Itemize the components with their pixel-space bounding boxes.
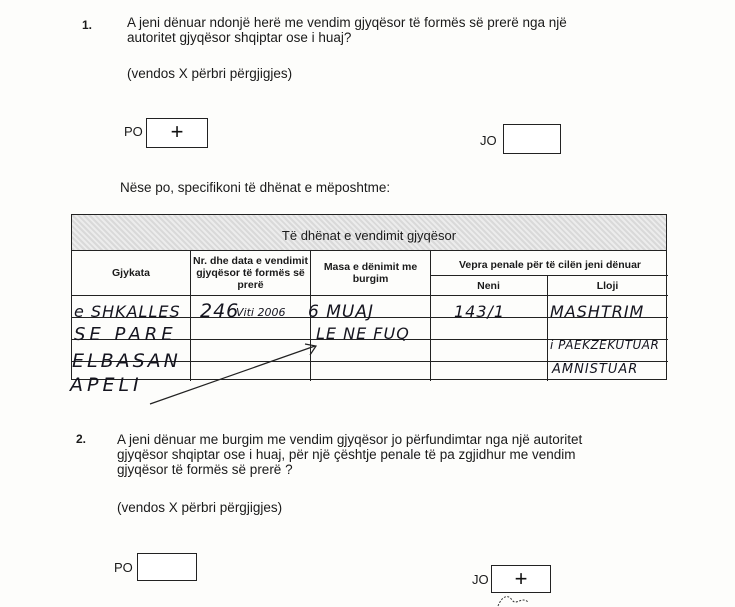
hw-row3-lloji: AMNISTUAR [552, 362, 639, 377]
question-2-number: 2. [76, 432, 87, 446]
col-header-nr-data: Nr. dhe data e vendimit gjyqësor të formës së prerë [193, 255, 308, 291]
table-title-bar [72, 215, 666, 251]
q2-jo-mark: + [514, 566, 528, 591]
q2-jo-checkbox[interactable] [491, 565, 551, 593]
q1-jo-label: JO [480, 133, 497, 148]
hw-row4-gjykata: APELI [70, 374, 143, 396]
question-2-text [117, 432, 697, 477]
hw-row1-nr: 246 [200, 300, 240, 322]
table-title: Të dhënat e vendimit gjyqësor [281, 228, 457, 243]
q1-po-checkbox[interactable] [146, 118, 208, 148]
col-header-neni: Neni [477, 280, 500, 292]
question-1-text [127, 15, 687, 45]
q1-po-label: PO [124, 124, 143, 139]
hw-row1-gjykata: e SHKALLES [74, 302, 181, 321]
col-header-vepra: Vepra penale për të cilën jeni dënuar [458, 259, 642, 271]
hw-row2-lloji: i PAEKZEKUTUAR [550, 338, 660, 352]
question-2-line-1: A jeni dënuar me burgim me vendim gjyqësor jo përfundimtar nga një autoritet [117, 432, 583, 447]
q2-po-checkbox[interactable] [137, 553, 197, 581]
signature-scribble [494, 592, 534, 607]
hw-row2-masa: LE NE FUQ [316, 324, 410, 343]
question-1-number: 1. [82, 18, 93, 32]
hw-row2-gjykata: SE PARE [74, 324, 177, 345]
question-1-line-1: A jeni dënuar ndonjë herë me vendim gjyqësor të formës së prerë nga një [127, 15, 567, 30]
q1-jo-checkbox[interactable] [503, 124, 561, 154]
q1-po-mark: + [170, 119, 184, 144]
q2-po-label: PO [114, 560, 133, 575]
question-2-instruction: (vendos X përbri përgjigjes) [117, 500, 283, 515]
hw-row1-lloji: MASHTRIM [550, 302, 645, 321]
hw-row1-neni: 143/1 [454, 302, 506, 321]
col-header-lloji: Lloji [596, 280, 619, 292]
question-1-instruction: (vendos X përbri përgjigjes) [127, 66, 293, 81]
col-header-gjykata: Gjykata [112, 267, 150, 279]
question-1-line-2: autoritet gjyqësor shqiptar ose i huaj? [127, 30, 352, 45]
col-header-masa: Masa e dënimit me burgim [323, 261, 418, 285]
hw-row3-gjykata: ELBASAN [72, 350, 181, 372]
hw-row1-masa: 6 MUAJ [308, 302, 374, 322]
specify-instruction: Nëse po, specifikoni të dhënat e mëposhtme: [120, 180, 391, 195]
hw-row1-viti: Viti 2006 [236, 306, 286, 319]
handwritten-arrow [140, 334, 330, 414]
question-2-line-3: gjyqësor të formës së prerë ? [117, 462, 293, 477]
question-2-line-2: gjyqësor shqiptar ose i huaj, për një çështje penale të pa zgjidhur me vendim [117, 447, 576, 462]
q2-jo-label: JO [472, 572, 489, 587]
